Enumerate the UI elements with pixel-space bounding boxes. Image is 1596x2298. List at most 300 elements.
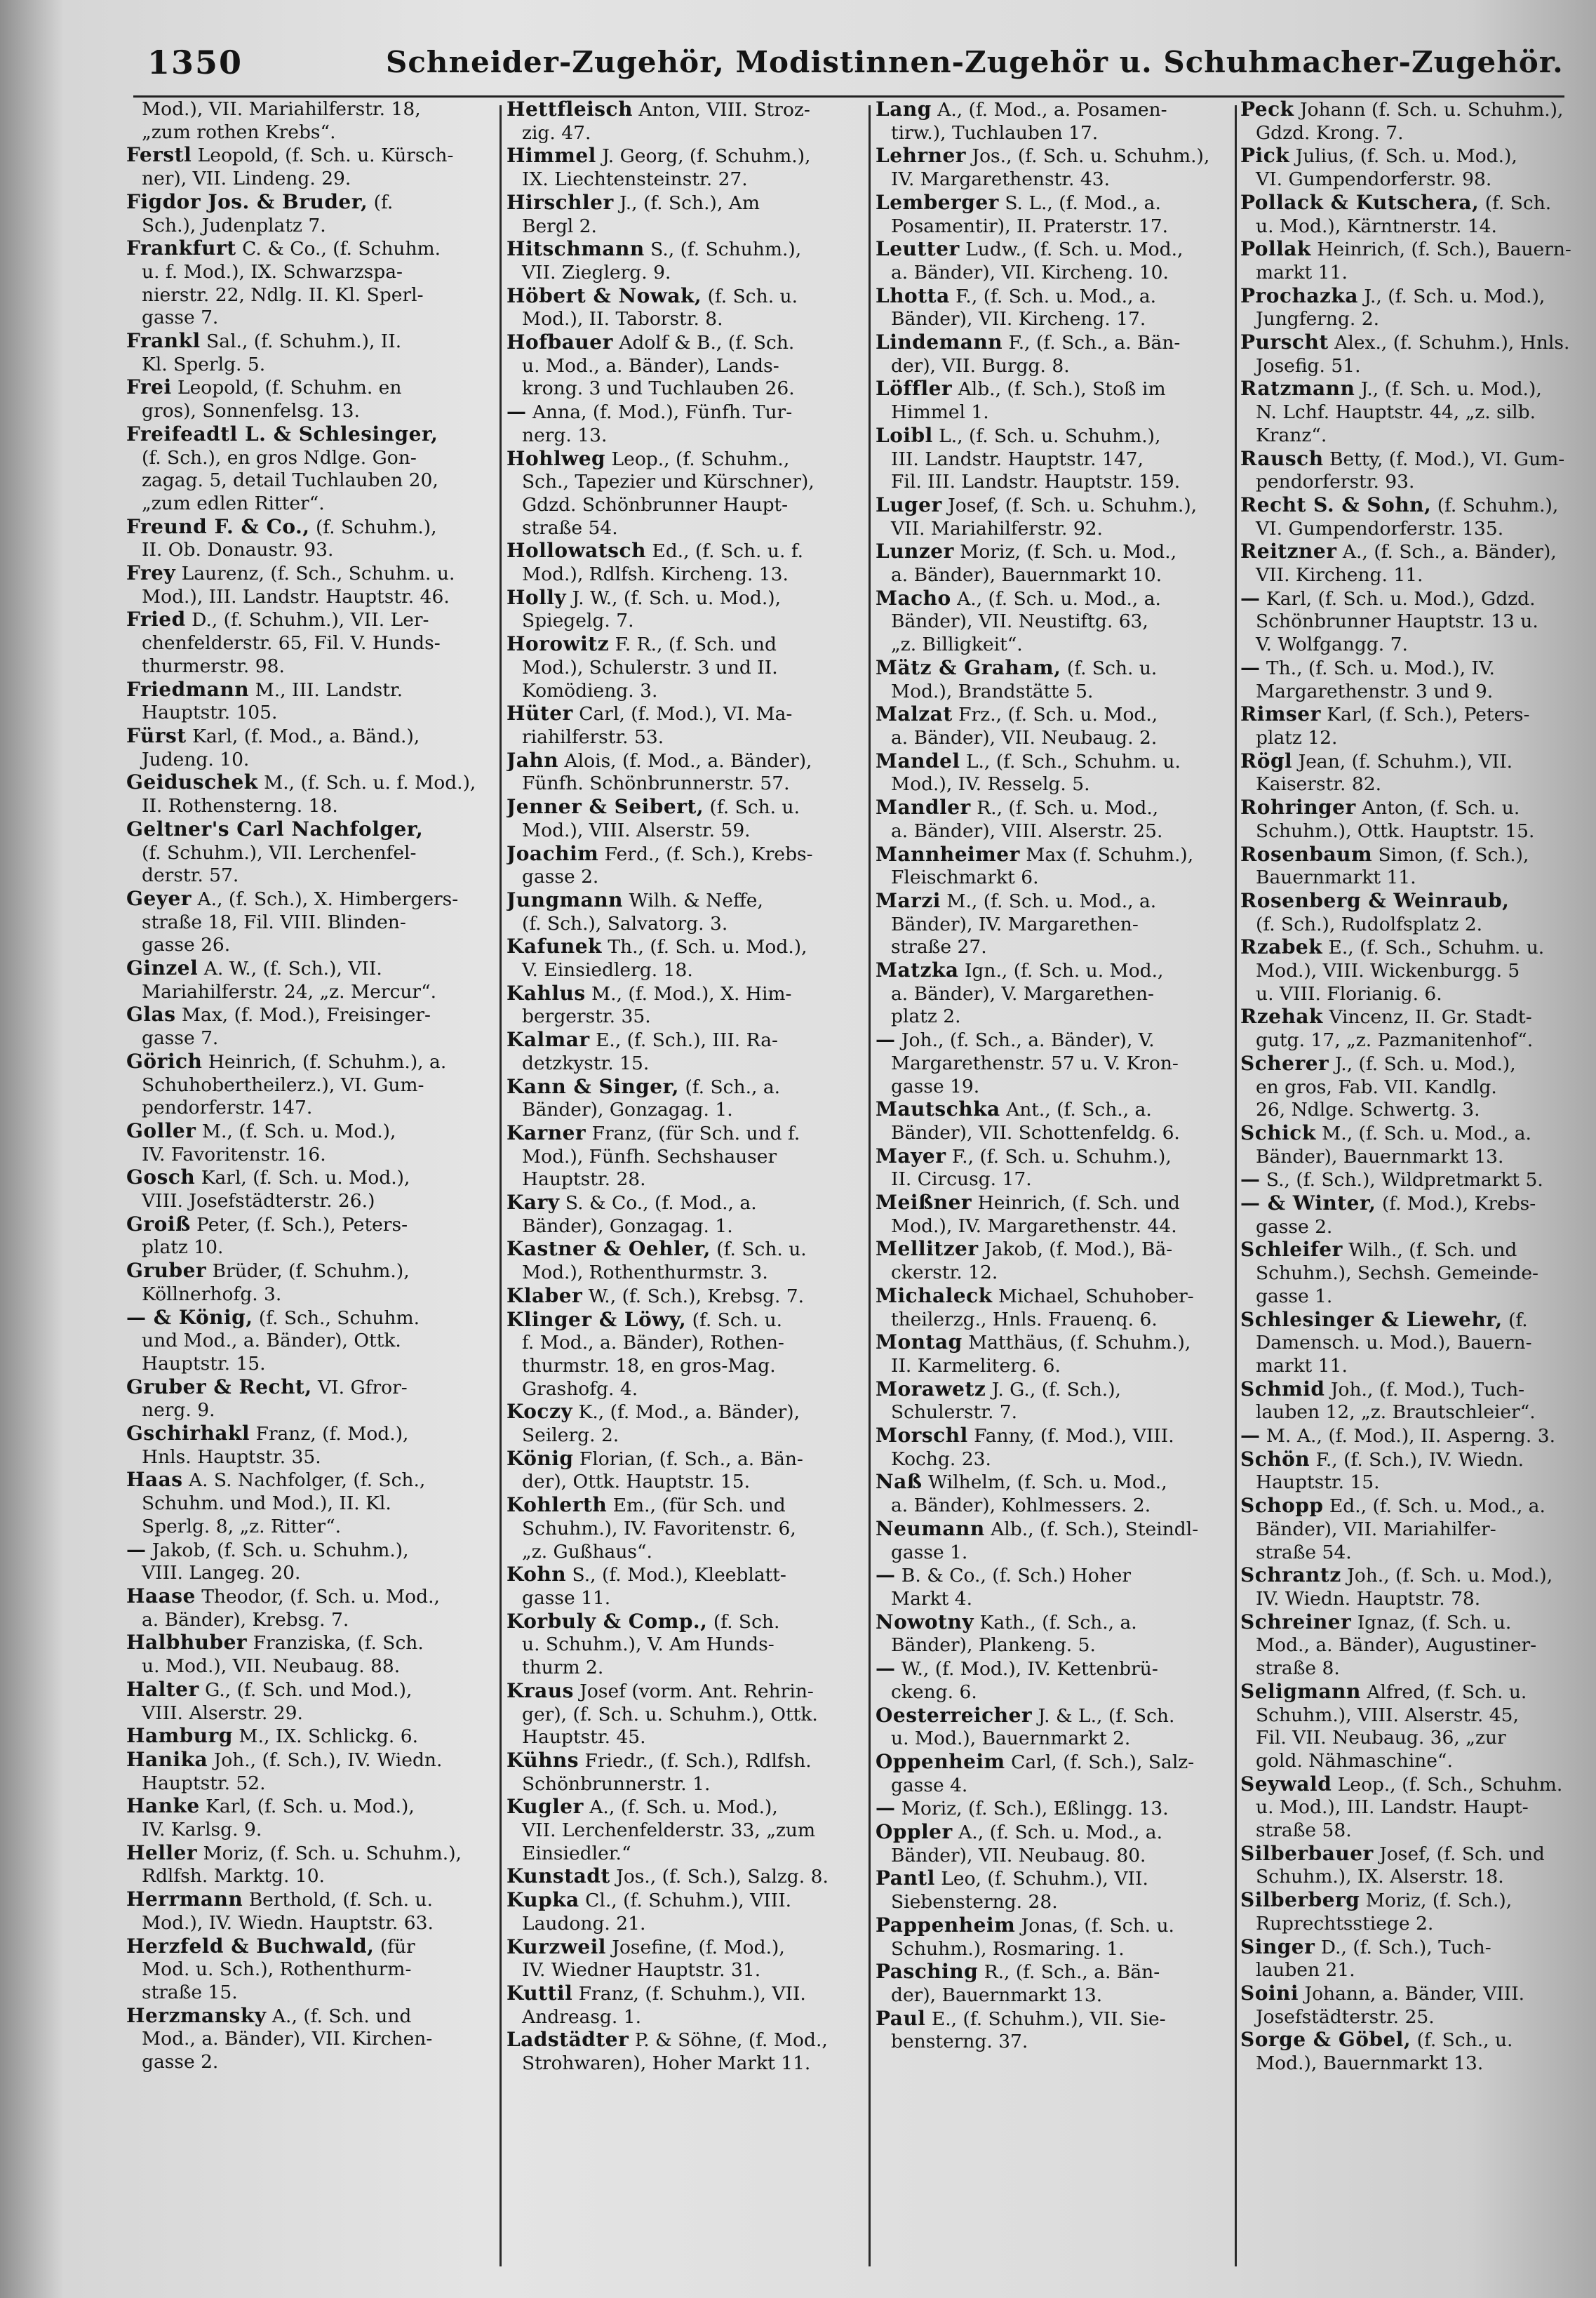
entry-text: Karl, (f. Sch. u. Mod.), xyxy=(195,1167,410,1189)
entry-text: Johann, a. Bänder, VIII. xyxy=(1299,1982,1525,2005)
entry-text: Fleischmarkt 6. xyxy=(891,867,1039,889)
entry-text: M., (f. Sch. u. Mod., a. xyxy=(940,890,1157,912)
directory-entry-line xyxy=(507,1936,861,1960)
entry-text: IV. Favoritenstr. 16. xyxy=(142,1143,326,1165)
entry-text: thurmstr. 18, en gros-Mag. xyxy=(522,1354,776,1377)
entry-continuation-line xyxy=(1240,471,1574,494)
firm-name: Gschirhakl xyxy=(126,1422,250,1445)
entry-text: IV. Karlsg. 9. xyxy=(142,1819,262,1841)
firm-name: Kahlus xyxy=(507,981,586,1005)
firm-name: Sorge & Göbel, xyxy=(1240,2028,1411,2052)
entry-text: ckeng. 6. xyxy=(891,1681,977,1703)
entry-text: Heinrich, (f. Schuhm.), a. xyxy=(202,1050,447,1073)
entry-continuation-line xyxy=(1240,1959,1574,1982)
entry-text: Florian, (f. Sch., a. Bän- xyxy=(573,1448,803,1470)
entry-text: nerg. 13. xyxy=(522,424,608,446)
directory-entry-line xyxy=(126,1307,491,1330)
entry-text: Johann (f. Sch. u. Schuhm.), xyxy=(1294,99,1564,121)
firm-name: Rohringer xyxy=(1240,796,1356,820)
directory-entry-line xyxy=(1240,1611,1574,1635)
directory-entry-line xyxy=(126,1749,491,1772)
entry-continuation-line xyxy=(507,378,861,401)
entry-text: Schönbrunnerstr. 1. xyxy=(522,1772,711,1795)
entry-text: Joh., (f. Sch. u. Mod.), xyxy=(1341,1565,1553,1587)
entry-continuation-line xyxy=(126,1446,491,1469)
entry-continuation-line xyxy=(126,749,491,772)
firm-name: Herzfeld & Buchwald, xyxy=(126,1934,375,1958)
directory-entry-line xyxy=(507,1401,861,1424)
entry-continuation-line xyxy=(1240,1401,1574,1424)
entry-continuation-line xyxy=(507,657,861,680)
firm-name: Schopp xyxy=(1240,1494,1324,1518)
entry-text: Simon, (f. Sch.), xyxy=(1372,843,1529,866)
directory-entry-line xyxy=(507,843,861,867)
directory-entry-line xyxy=(126,1725,491,1749)
entry-text: gutg. 17, „z. Pazmanitenhof“. xyxy=(1256,1029,1534,1052)
entry-text: Ed., (f. Sch. u. Mod., a. xyxy=(1323,1495,1545,1518)
firm-name: Frey xyxy=(126,561,176,585)
entry-text: zagag. 5, detail Tuchlauben 20, xyxy=(142,469,438,492)
firm-name: Görich xyxy=(126,1049,203,1073)
entry-text: S., (f. Mod.), Kleeblatt- xyxy=(566,1564,786,1586)
entry-continuation-line xyxy=(876,1215,1230,1238)
entry-text: thurm 2. xyxy=(522,1657,604,1679)
directory-entry-line xyxy=(126,562,491,586)
entry-continuation-line xyxy=(126,1330,491,1353)
entry-text: nierstr. 22, Ndlg. II. Kl. Sperl- xyxy=(142,283,424,306)
entry-text: A., (f. Sch., a. Bänder), xyxy=(1336,541,1557,563)
entry-continuation-line xyxy=(876,634,1230,657)
entry-continuation-line xyxy=(126,1655,491,1678)
entry-text: (f. Sch.), Rudolfsplatz 2. xyxy=(1256,913,1483,935)
entry-text: Alfred, (f. Sch. u. xyxy=(1360,1681,1527,1703)
directory-entry-line xyxy=(876,1914,1230,1938)
entry-text: J. G., (f. Sch.), xyxy=(986,1378,1121,1401)
entry-text: K., (f. Mod., a. Bänder), xyxy=(572,1401,800,1424)
entry-text: VIII. Langeg. 20. xyxy=(142,1562,301,1584)
entry-text: u. Mod.), VII. Neubaug. 88. xyxy=(142,1655,401,1678)
entry-continuation-line xyxy=(126,1912,491,1935)
firm-name: Morschl xyxy=(876,1424,968,1448)
entry-text: Hauptstr. 28. xyxy=(522,1168,646,1191)
directory-entry-line xyxy=(876,1098,1230,1122)
entry-continuation-line xyxy=(507,820,861,843)
entry-continuation-line xyxy=(876,401,1230,425)
firm-name: Mätz & Graham, xyxy=(876,655,1061,679)
entry-continuation-line xyxy=(507,1819,861,1843)
entry-text: Ignaz, (f. Sch. u. xyxy=(1351,1611,1512,1634)
entry-text: gasse 26. xyxy=(142,934,231,956)
entry-continuation-line xyxy=(876,1168,1230,1191)
firm-name: Rzehak xyxy=(1240,1005,1323,1029)
entry-continuation-line xyxy=(126,586,491,609)
entry-continuation-line xyxy=(876,1542,1230,1565)
firm-name: Hanika xyxy=(126,1747,208,1771)
entry-text: Bänder), VII. Schottenfeldg. 6. xyxy=(891,1121,1180,1144)
directory-entry-line xyxy=(507,1309,861,1332)
entry-text: Max, (f. Mod.), Freisinger- xyxy=(175,1004,431,1027)
entry-continuation-line xyxy=(126,1236,491,1260)
entry-continuation-line xyxy=(1240,1146,1574,1169)
entry-text: Josefstädterstr. 25. xyxy=(1256,2005,1435,2028)
entry-text: lauben 12, „z. Brautschleier“. xyxy=(1256,1401,1536,1424)
entry-continuation-line xyxy=(876,1495,1230,1518)
entry-text: Mod., a. Bänder), Augustiner- xyxy=(1256,1634,1537,1657)
entry-text: u. VIII. Florianig. 6. xyxy=(1256,982,1442,1005)
entry-text: F., (f. Sch. u. Schuhm.), xyxy=(946,1145,1172,1168)
entry-text: Heinrich, (f. Sch. und xyxy=(972,1192,1180,1215)
entry-continuation-line xyxy=(876,681,1230,704)
entry-text: VII. Zieglerg. 9. xyxy=(522,261,671,283)
entry-continuation-line xyxy=(126,1492,491,1516)
entry-text: gasse 7. xyxy=(142,307,219,329)
entry-continuation-line xyxy=(876,1262,1230,1285)
directory-entry-line xyxy=(507,238,861,262)
entry-text: Friedr., (f. Sch.), Rdlfsh. xyxy=(579,1749,812,1772)
firm-name: Lunzer xyxy=(876,540,954,563)
directory-entry-line xyxy=(876,959,1230,983)
directory-entry-line xyxy=(126,1213,491,1237)
entry-text: bergerstr. 35. xyxy=(522,1006,651,1028)
column-3 xyxy=(876,98,1230,2273)
entry-text: Schuhm.), IX. Alserstr. 18. xyxy=(1256,1866,1504,1888)
directory-entry-line xyxy=(1240,1681,1574,1704)
entry-text: Sch., Tapezier und Kürschner), xyxy=(522,471,814,493)
firm-name: — xyxy=(876,1563,896,1587)
firm-name: Pollack & Kutschera, xyxy=(1240,190,1480,214)
entry-text: II. Ob. Donaustr. 93. xyxy=(142,539,334,561)
firm-name: Rimser xyxy=(1240,702,1321,726)
firm-name: — & Winter, xyxy=(1240,1191,1376,1215)
entry-text: Mod.), II. Taborstr. 8. xyxy=(522,308,723,330)
column-divider xyxy=(499,105,502,2266)
entry-text: M., IX. Schlickg. 6. xyxy=(233,1725,419,1748)
entry-text: Schuhm.), VIII. Alserstr. 45, xyxy=(1256,1704,1519,1726)
directory-entry-line xyxy=(876,1029,1230,1053)
firm-name: Kurzweil xyxy=(507,1935,606,1958)
entry-text: Schuhm.), IV. Favoritenstr. 6, xyxy=(522,1517,796,1539)
entry-text: Kochg. 23. xyxy=(891,1448,991,1470)
entry-text: der), Bauernmarkt 13. xyxy=(891,1984,1103,2006)
directory-entry-line xyxy=(876,1331,1230,1355)
entry-text: Bänder), Plankeng. 5. xyxy=(891,1634,1096,1657)
directory-entry-line xyxy=(126,957,491,981)
entry-continuation-line xyxy=(876,262,1230,285)
directory-entry-line xyxy=(126,1260,491,1283)
entry-text: Ed., (f. Sch. u. f. xyxy=(645,540,804,563)
firm-name: Leutter xyxy=(876,237,960,261)
entry-text: V. Einsiedlerg. 18. xyxy=(522,959,693,982)
entry-text: detzkystr. 15. xyxy=(522,1052,650,1074)
directory-entry-line xyxy=(507,1285,861,1309)
firm-name: Hanke xyxy=(126,1794,200,1818)
entry-text: Jean, (f. Schuhm.), VII. xyxy=(1292,750,1513,773)
firm-name: — xyxy=(876,1657,896,1681)
entry-text: Mod. u. Sch.), Rothenthurm- xyxy=(142,1958,412,1981)
entry-continuation-line xyxy=(126,493,491,516)
entry-text: Franz, (f. Mod.), xyxy=(250,1423,409,1445)
directory-entry-line xyxy=(507,192,861,215)
entry-text: Bauernmarkt 11. xyxy=(1256,867,1416,889)
entry-text: (f. Sch. u. xyxy=(702,285,798,307)
firm-name: Nowotny xyxy=(876,1610,974,1634)
entry-text: u. Mod.), III. Landstr. Haupt- xyxy=(1256,1796,1529,1819)
entry-text: Einsiedler.“ xyxy=(522,1842,631,1864)
entry-text: A., (f. Sch. und xyxy=(266,2005,412,2027)
entry-text: VII. Lerchenfelderstr. 33, „zum xyxy=(522,1819,816,1842)
entry-text: Posamentir), II. Praterstr. 17. xyxy=(891,215,1169,237)
entry-continuation-line xyxy=(126,1819,491,1842)
firm-name: Hofbauer xyxy=(507,330,613,354)
directory-entry-line xyxy=(507,1238,861,1262)
entry-text: Moriz, (f. Sch. u. Mod., xyxy=(953,541,1177,563)
entry-continuation-line xyxy=(507,215,861,239)
directory-entry-line xyxy=(876,1867,1230,1891)
entry-text: straße 27. xyxy=(891,936,987,958)
entry-text: (f. Sch. u. xyxy=(710,1238,807,1261)
entry-text: Fil. III. Landstr. Hauptstr. 159. xyxy=(891,471,1181,493)
entry-text: platz 2. xyxy=(891,1006,961,1028)
entry-text: Hauptstr. 15. xyxy=(142,1352,266,1375)
entry-text: A., (f. Mod., a. Posamen- xyxy=(931,99,1167,121)
entry-text: Ludw., (f. Sch. u. Mod., xyxy=(959,239,1183,261)
entry-text: L., (f. Sch., Schuhm. u. xyxy=(960,750,1181,773)
firm-name: Hirschler xyxy=(507,190,614,214)
entry-continuation-line xyxy=(126,168,491,191)
directory-entry-line xyxy=(507,1494,861,1518)
firm-name: Pasching xyxy=(876,1960,979,1984)
entry-continuation-line xyxy=(126,539,491,562)
entry-continuation-line xyxy=(876,773,1230,796)
entry-text: krong. 3 und Tuchlauben 26. xyxy=(522,378,795,400)
entry-text: Mod.), Brandstätte 5. xyxy=(891,680,1094,702)
entry-text: Sch.), Judenplatz 7. xyxy=(142,214,326,236)
firm-name: Kunstadt xyxy=(507,1864,610,1888)
directory-entry-line xyxy=(876,1471,1230,1495)
directory-entry-line xyxy=(126,1469,491,1492)
firm-name: Matzka xyxy=(876,958,959,982)
directory-entry-line xyxy=(876,540,1230,564)
entry-continuation-line xyxy=(126,1399,491,1422)
entry-continuation-line xyxy=(876,983,1230,1006)
entry-continuation-line xyxy=(1240,1355,1574,1378)
entry-text: S., (f. Sch.), Wildpretmarkt 5. xyxy=(1260,1169,1543,1191)
entry-text: ckerstr. 12. xyxy=(891,1262,998,1284)
column-4 xyxy=(1240,98,1574,2273)
firm-name: Horowitz xyxy=(507,632,610,656)
entry-text: der), VII. Burgg. 8. xyxy=(891,354,1070,377)
entry-continuation-line xyxy=(1240,425,1574,448)
entry-text: Jos., (f. Sch. u. Schuhm.), xyxy=(966,145,1210,168)
directory-entry-line xyxy=(126,1050,491,1074)
directory-entry-line xyxy=(1240,378,1574,401)
firm-name: Michaleck xyxy=(876,1283,993,1307)
entry-text: Moriz, (f. Sch.), Eßlingg. 13. xyxy=(895,1798,1169,1820)
entry-continuation-line xyxy=(507,773,861,796)
firm-name: Jahn xyxy=(507,748,559,772)
directory-entry-line xyxy=(126,679,491,702)
firm-name: Hettfleisch xyxy=(507,98,633,121)
directory-entry-line xyxy=(126,1795,491,1819)
directory-entry-line xyxy=(507,1889,861,1913)
directory-entry-line xyxy=(507,1563,861,1587)
entry-continuation-line xyxy=(876,2031,1230,2054)
entry-text: (f. Schuhm.), xyxy=(309,516,437,538)
entry-text: Komödieng. 3. xyxy=(522,679,658,702)
directory-entry-line xyxy=(1240,1122,1574,1146)
firm-name: — & König, xyxy=(126,1305,253,1329)
entry-continuation-line xyxy=(876,1448,1230,1471)
entry-text: E., (f. Sch., Schuhm. u. xyxy=(1322,937,1545,959)
entry-continuation-line xyxy=(507,563,861,587)
firm-name: Jungmann xyxy=(507,888,624,911)
directory-entry-line xyxy=(126,516,491,540)
firm-name: Meißner xyxy=(876,1191,972,1215)
firm-name: Frankl xyxy=(126,329,201,353)
entry-text: A., (f. Sch. u. Mod.), xyxy=(583,1796,778,1819)
entry-text: A. S. Nachfolger, (f. Sch., xyxy=(182,1469,426,1492)
entry-continuation-line xyxy=(126,215,491,238)
entry-text: Hauptstr. 15. xyxy=(1256,1471,1380,1494)
directory-entry-line xyxy=(507,1610,861,1634)
entry-text: P. & Söhne, (f. Mod., xyxy=(629,2029,828,2052)
firm-name: Joachim xyxy=(507,841,599,865)
firm-name: Goller xyxy=(126,1118,196,1142)
firm-name: Herzmansky xyxy=(126,2003,267,2027)
entry-text: straße 54. xyxy=(522,516,618,539)
firm-name: Lang xyxy=(876,98,932,121)
directory-entry-line xyxy=(507,1865,861,1889)
entry-text: straße 54. xyxy=(1256,1541,1352,1563)
entry-continuation-line xyxy=(507,680,861,703)
directory-entry-line xyxy=(876,1960,1230,1984)
directory-entry-line xyxy=(126,1376,491,1400)
entry-text: Jonas, (f. Sch. u. xyxy=(1015,1914,1174,1937)
entry-text: (f. xyxy=(1502,1309,1528,1331)
entry-text: Bergl 2. xyxy=(522,215,597,237)
firm-name: Friedmann xyxy=(126,677,250,701)
directory-entry-line xyxy=(876,750,1230,774)
entry-text: u. f. Mod.), IX. Schwarzspa- xyxy=(142,260,403,283)
firm-name: Ladstädter xyxy=(507,2028,629,2052)
directory-entry-line xyxy=(1240,1889,1574,1913)
directory-entry-line xyxy=(1240,1424,1574,1448)
entry-text: D., (f. Sch.), Tuch- xyxy=(1315,1936,1491,1958)
directory-entry-line xyxy=(126,1120,491,1144)
entry-text: Karl, (f. Mod., a. Bänd.), xyxy=(186,725,420,747)
entry-continuation-line xyxy=(507,1378,861,1401)
firm-name: Lindemann xyxy=(876,330,1003,354)
firm-name: Luger xyxy=(876,493,942,516)
entry-text: Sal., (f. Schuhm.), II. xyxy=(200,330,402,353)
entry-text: Mod.), VIII. Alserstr. 59. xyxy=(522,819,751,841)
directory-entry-line xyxy=(507,1749,861,1773)
entry-text: V. Wolfgangg. 7. xyxy=(1256,634,1408,656)
directory-entry-line xyxy=(507,1191,861,1215)
entry-text: Bänder), VII. Mariahilfer- xyxy=(1256,1518,1496,1540)
entry-continuation-line xyxy=(507,308,861,331)
entry-continuation-line xyxy=(876,1355,1230,1378)
entry-continuation-line xyxy=(126,2051,491,2074)
entry-continuation-line xyxy=(876,1122,1230,1145)
entry-text: Margarethenstr. 57 u. V. Kron- xyxy=(891,1052,1179,1074)
entry-text: (f. Sch.), en gros Ndlge. Gon- xyxy=(142,446,417,469)
entry-continuation-line xyxy=(1240,401,1574,425)
entry-text: Margarethenstr. 3 und 9. xyxy=(1256,680,1494,702)
entry-text: A., (f. Sch.), X. Himbergers- xyxy=(192,888,459,910)
entry-text: Moriz, (f. Sch. u. Schuhm.), xyxy=(197,1842,462,1864)
entry-continuation-line xyxy=(126,2028,491,2051)
entry-text: Vincenz, II. Gr. Stadt- xyxy=(1322,1006,1532,1029)
entry-text: Leopold, (f. Sch. u. Kürsch- xyxy=(192,145,454,167)
directory-entry-line xyxy=(1240,1006,1574,1029)
firm-name: Kastner & Oehler, xyxy=(507,1237,711,1261)
entry-continuation-line xyxy=(507,1704,861,1727)
entry-continuation-line xyxy=(507,1053,861,1076)
entry-continuation-line xyxy=(876,914,1230,937)
entry-text: Schönbrunner Hauptstr. 13 u. xyxy=(1256,610,1538,633)
entry-text: (f. Sch. u. xyxy=(704,796,800,819)
firm-name: Ratzmann xyxy=(1240,377,1355,401)
entry-continuation-line xyxy=(1240,1588,1574,1611)
firm-name: Mandel xyxy=(876,749,960,773)
firm-name: Rausch xyxy=(1240,446,1324,470)
entry-text: VIII. Alserstr. 29. xyxy=(142,1702,303,1724)
directory-entry-line xyxy=(126,237,491,261)
entry-text: Ign., (f. Sch. u. Mod., xyxy=(958,960,1164,982)
entry-continuation-line xyxy=(1240,983,1574,1006)
entry-continuation-line xyxy=(876,1634,1230,1657)
firm-name: Höbert & Nowak, xyxy=(507,283,702,307)
entry-text: VI. Gumpendorferstr. 135. xyxy=(1256,517,1504,540)
entry-text: Carl, (f. Sch.), Salz- xyxy=(1005,1751,1195,1773)
entry-continuation-line xyxy=(126,400,491,423)
entry-continuation-line xyxy=(126,1190,491,1213)
entry-continuation-line xyxy=(507,1471,861,1494)
firm-name: Holly xyxy=(507,585,567,609)
entry-text: Himmel 1. xyxy=(891,401,989,424)
entry-text: Brüder, (f. Schuhm.), xyxy=(206,1260,410,1283)
entry-text: Leop., (f. Schuhm., xyxy=(605,448,790,470)
firm-name: Schleifer xyxy=(1240,1238,1343,1262)
directory-entry-line xyxy=(1240,1773,1574,1797)
entry-text: a. Bänder), Krebsg. 7. xyxy=(142,1608,349,1631)
entry-continuation-line xyxy=(126,1772,491,1796)
column-1 xyxy=(126,98,491,2273)
firm-name: Frankfurt xyxy=(126,236,236,260)
entry-continuation-line xyxy=(507,1006,861,1029)
firm-name: Malzat xyxy=(876,702,953,726)
entry-text: Gdzd. Krong. 7. xyxy=(1256,121,1404,144)
entry-text: Ferd., (f. Sch.), Krebs- xyxy=(598,843,813,865)
entry-continuation-line xyxy=(126,911,491,935)
entry-text: Damensch. u. Mod.), Bauern- xyxy=(1256,1332,1532,1354)
entry-text: W., (f. Sch.), Krebsg. 7. xyxy=(582,1285,805,1307)
entry-text: N. Lchf. Hauptstr. 44, „z. silb. xyxy=(1256,401,1536,424)
entry-text: markt 11. xyxy=(1256,261,1348,283)
entry-text: Bänder), VII. Neustiftg. 63, xyxy=(891,610,1148,633)
entry-continuation-line xyxy=(1240,1332,1574,1355)
directory-entry-line xyxy=(876,1145,1230,1169)
firm-name: Freund F. & Co., xyxy=(126,514,310,538)
entry-continuation-line xyxy=(1240,1727,1574,1750)
firm-name: Oppler xyxy=(876,1820,953,1844)
entry-continuation-line xyxy=(876,727,1230,750)
entry-text: Bänder), Gonzagag. 1. xyxy=(522,1215,733,1237)
entry-text: II. Karmeliterg. 6. xyxy=(891,1354,1061,1377)
firm-name: Fried xyxy=(126,608,186,632)
entry-text: Th., (f. Sch. u. Mod.), xyxy=(601,936,807,958)
